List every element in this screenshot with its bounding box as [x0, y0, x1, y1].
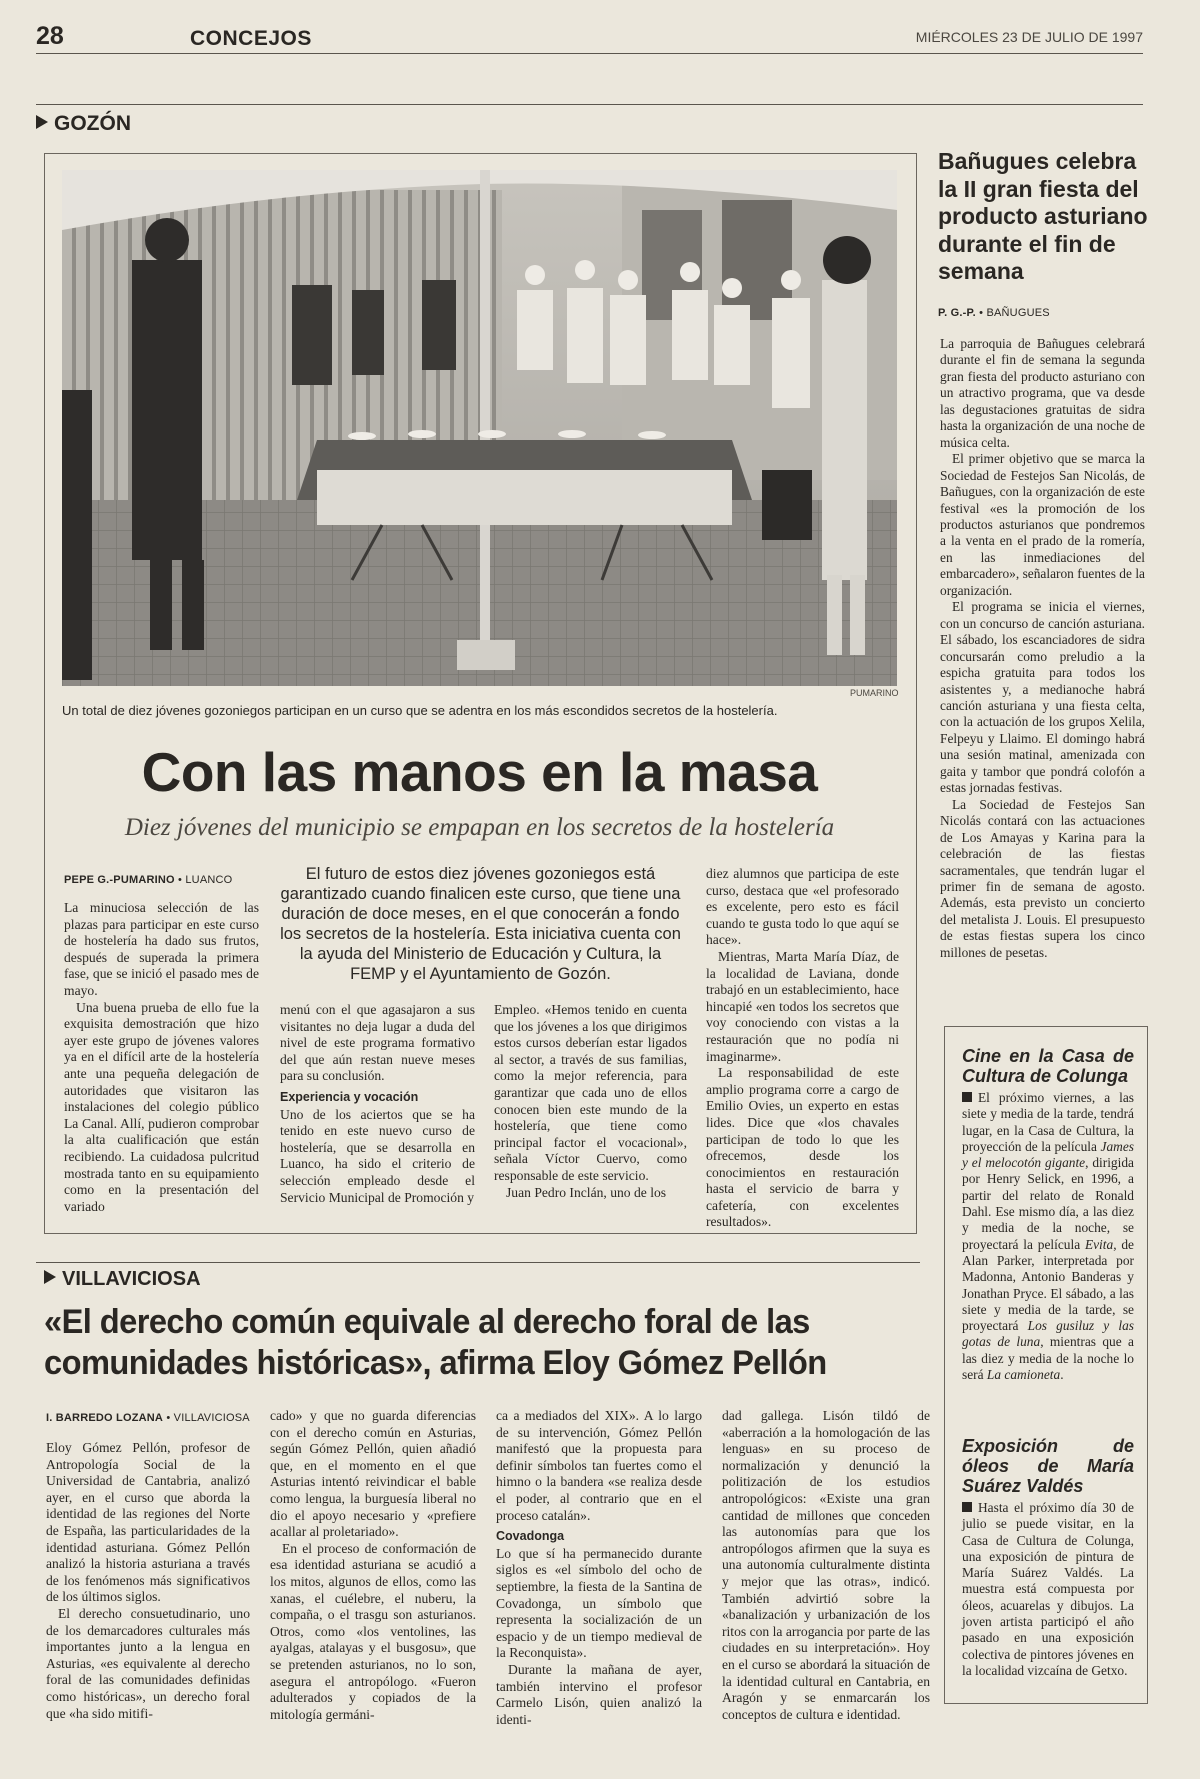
- villaviciosa-col3-p1: ca a mediados del XIX». A lo largo de su intervención, Gómez Pellón manifestó que la propuesta para definir símbolos tan fuertes como el himno o la bandera «se realiza desde el poder, al contrario que en el proceso catalán».: [496, 1408, 702, 1523]
- expo-title: Exposición de óleos de María Suárez Valdés: [962, 1436, 1134, 1496]
- issue-date: MIÉRCOLES 23 DE JULIO DE 1997: [915, 29, 1143, 45]
- villaviciosa-col3-subhead: Covadonga: [496, 1529, 565, 1544]
- villaviciosa-col-1: [46, 1440, 250, 1722]
- gozon-section-label: GOZÓN: [36, 112, 131, 136]
- villaviciosa-col3-p2: Lo que sí ha permanecido durante siglos es «el símbolo del ocho de septiembre, la fiesta de la Santina de Covadonga, un símbolo que representa la socialización de un espacio y de un tiempo medieval de la Reconquista».: [496, 1545, 702, 1661]
- banugues-p4: La Sociedad de Festejos San Nicolás contará con las actuaciones de Los Amayas y Karina para la celebración de las fiestas sacramentales, que tendrán lugar el primer fin de semana de agosto. Además, esta previsto un concierto del metalista J. Louis. El presupuesto de estas fiestas supera los cinco millones de pesetas.: [940, 796, 1145, 960]
- gozon-col-1: [64, 900, 259, 1215]
- villaviciosa-col-3: [496, 1408, 702, 1728]
- banugues-p1: La parroquia de Bañugues celebrará durante el fin de semana la segunda gran fiesta del producto asturiano con un atractivo programa, que va desde las degustaciones gratuitas de sidra hasta la organización de una noche de música celta.: [940, 336, 1145, 450]
- gozon-col2-p2: Uno de los aciertos que se ha tenido en este nuevo curso de hostelería, que se desarrolla en Luanco, ha sido el criterio de selección empleado desde el Servicio Municipal de Promoción y: [280, 1106, 475, 1205]
- gozon-col3-p2: Juan Pedro Inclán, uno de los: [506, 1184, 667, 1200]
- gozon-col1-p2: Una buena prueba de ello fue la exquisita demostración que hizo ayer este grupo de jóvenes valores ya en el difícil arte de la hostelería ante una pequeña delegación de autoridades que visitaron las instalaciones del colegio público La Canal. Allí, pudieron comprobar la alta cualificación que están recibiendo. La cuidadosa pulcritud mostrada tanto en su equipamiento como en la presentación del variado: [64, 999, 259, 1214]
- banugues-byline: P. G.-P. • BAÑUGUES: [938, 307, 1050, 319]
- gozon-deck: Diez jóvenes del municipio se empapan en los secretos de la hostelería: [124, 814, 835, 841]
- gozon-col4-p1: diez alumnos que participa de este curso, destaca que «el profesorado es excelente, pero esto es fácil cuando te gusta todo lo que aquí se hace».: [706, 866, 899, 948]
- square-bullet-icon: [962, 1502, 972, 1512]
- triangle-marker-icon: [44, 1270, 56, 1284]
- villaviciosa-col2-p2: En el proceso de conformación de esa identidad asturiana se acudió a los mitos, algunos de ellos, como las xanas, el cuélebre, el nuberu, la compaña, o el trasgu son asturianos. Otros, como «los ventolines, las ayalgas, atalayas y el busgosu», que se pretenden asturianos, no lo son, asegura el antropólogo. «Fueron adulterados y copiados de la mitología germáni-: [270, 1540, 476, 1722]
- gozon-col-2: [280, 1002, 475, 1206]
- banugues-byline-place: BAÑUGUES: [986, 307, 1050, 319]
- banugues-p3: El programa se inicia el viernes, con un concurso de canción asturiana. El sábado, los escanciadores de sidra concursarán como preludio a la espicha gratuita para todos los asistentes y, a medianoche habrá canción asturiana y una fiesta celta, con la actuación de los grupos Xelila, Felpeyu y Llaimo. El domingo habrá una sesión matinal, amenizada con gaita y tambor que pondrá colofón a estas jornadas festivas.: [940, 599, 1145, 796]
- gozon-rule: [36, 104, 1143, 105]
- page-number: 28: [36, 22, 64, 50]
- gozon-headline: Con las manos en la masa: [141, 741, 818, 803]
- banugues-headline: Bañugues celebra la II gran fiesta del producto asturiano durante el fin de semana: [938, 148, 1148, 284]
- gozon-byline-author: PEPE G.-PUMARINO: [64, 874, 175, 886]
- banugues-body: [940, 336, 1145, 961]
- gozon-col3-p1: Empleo. «Hemos tenido en cuenta que los jóvenes a los que dirigimos estos cursos deberían estar ligados al sector, a través de sus familias, como la mejor referencia, para garantizar que cada uno de ellos conocen bien este mundo de la hostelería, que tiene como principal factor el vocacional», señala Víctor Cuervo, como responsable de este servicio.: [494, 1002, 687, 1183]
- gozon-col-4: [706, 866, 899, 1231]
- expo-text: Hasta el próximo día 30 de julio se puede visitar, en la Casa de Cultura de Colunga, una exposición de pintura de María Suárez Valdés. La muestra está compuesta por óleos, acuarelas y dibujos. La joven artista participó el año pasado en una exposición colectiva de pintores jóvenes en la localidad vizcaína de Getxo.: [962, 1500, 1134, 1678]
- banugues-byline-author: P. G.-P.: [938, 307, 976, 319]
- photo-illustration: [62, 170, 897, 686]
- villaviciosa-col2-p1: cado» y que no guarda diferencias con el derecho común en Asturias, según Gómez Pellón, quien añadió que, en el momento en el que Asturias intentó reivindicar el bable como lengua, la burguesía liberal no dio el apoyo necesario y «prefiere acallar al proletariado».: [270, 1408, 476, 1540]
- gozon-col4-p2: Mientras, Marta María Díaz, de la localidad de Laviana, donde trabajó en un establecimiento, hace hincapié «en todos los secretos que voy conociendo con vistas a la restauración que no podía ni imaginarme».: [706, 948, 899, 1064]
- villaviciosa-section-label: VILLAVICIOSA: [44, 1268, 201, 1291]
- villaviciosa-col4-p1: dad gallega. Lisón tildó de «aberración a la homologación de las lenguas» en su proceso de normalización y denunció la politización de los estudios antropológicos: «Existe una gran cantidad de millones que conceden las autonomías para que los antropólogos afirmen que la suya es una autonomía culturalmente distinta y mejor que las otras», indicó. También advirtió sobre la «banalización y urbanización de los ritos con la arrogancia por parte de las ciudades en su interpretación». Hoy en el curso se abordará la situación de la identidad cultural en Cantabria, en Aragón y se enmarcarán los conceptos de cultura e identidad.: [722, 1408, 930, 1722]
- villaviciosa-byline: I. BARREDO LOZANA • VILLAVICIOSA: [46, 1412, 250, 1424]
- triangle-marker-icon: [36, 115, 48, 129]
- villaviciosa-col1-p2: El derecho consuetudinario, uno de los demarcadores culturales más importantes junto a la lengua en Asturias, «es equivalente al derecho foral de las comunidades definidas como históricas», un derecho foral que «ha sido mitifi-: [46, 1605, 250, 1721]
- gozon-lead: El futuro de estos diez jóvenes gozoniegos está garantizado cuando finalicen este curso, que tiene una duración de doce meses, en el que conocerán a fondo los secretos de la hostelería. Esta iniciativa cuenta con la ayuda del Ministerio de Educación y Cultura, la FEMP y el Ayuntamiento de Gozón.: [280, 865, 681, 983]
- gozon-col2-subhead: Experiencia y vocación: [280, 1089, 419, 1104]
- villaviciosa-headline: «El derecho común equivale al derecho foral de las comunidades históricas», afirma Eloy Gómez Pellón: [44, 1303, 827, 1382]
- expo-block: [962, 1436, 1134, 1679]
- villaviciosa-col1-p1: Eloy Gómez Pellón, profesor de Antropología Social de la Universidad de Cantabria, analizó ayer, en el curso que aborda la identidad de las regiones del Norte de España, las particularidades de la identidad asturiana. Gómez Pellón analizó la historia asturiana a través de los fenómenos más significativos de los últimos siglos.: [46, 1440, 250, 1605]
- cine-text: El próximo viernes, a las siete y media de la tarde, tendrá lugar, en la Casa de Cultura, la proyección de la película James y el melocotón gigante, dirigida por Henry Selick, en 1996, a partir del relato de Ronald Dahl. Ese mismo día, a las diez y media de la noche, se proyectará la película Evita, de Alan Parker, interpretada por Madonna, Antonio Banderas y Jonathan Pryce. El sábado, a las siete y media de la tarde, se proyectará Los gusiluz y las gotas de luna, mientras que a las diez y media de la noche lo será La camioneta.: [962, 1090, 1134, 1383]
- gozon-col4-p3: La responsabilidad de este amplio programa corre a cargo de Emilio Ovies, un experto en estas lides. Dice que «los chavales participan de todo lo que les ofrecemos, desde los conocimientos en restauración hasta el servicio de barra y cafetería, con excelentes resultados».: [706, 1065, 899, 1230]
- hospitality-course-photo: [62, 170, 897, 686]
- photo-caption: Un total de diez jóvenes gozoniegos participan en un curso que se adentra en los más escondidos secretos de la hostelería.: [62, 703, 778, 718]
- villaviciosa-col-4: [722, 1408, 930, 1723]
- header-rule: [36, 53, 1143, 54]
- photo-credit: PUMARINO: [850, 688, 899, 698]
- villaviciosa-byline-place: VILLAVICIOSA: [173, 1412, 250, 1424]
- gozon-byline-place: LUANCO: [185, 874, 233, 886]
- cine-block: [962, 1046, 1134, 1383]
- banugues-p2: El primer objetivo que se marca la Sociedad de Festejos San Nicolás, de Bañugues, con la organización de este festival «es la promoción de los productos asturianos que pondremos a la venta en el prado de la romería, en las inmediaciones del embarcadero», señalaron fuentes de la organización.: [940, 451, 1145, 598]
- section-name: CONCEJOS: [190, 27, 312, 50]
- gozon-col2-p1: menú con el que agasajaron a sus visitantes no deja lugar a duda del nivel de este programa formativo del que aún restan nueve meses para su conclusión.: [280, 1002, 475, 1084]
- villaviciosa-byline-author: I. BARREDO LOZANA: [46, 1412, 164, 1424]
- villaviciosa-col3-p3: Durante la mañana de ayer, también intervino el profesor Carmelo Lisón, quien analizó la identi-: [496, 1661, 702, 1727]
- square-bullet-icon: [962, 1092, 972, 1102]
- gozon-byline: PEPE G.-PUMARINO • LUANCO: [64, 874, 233, 886]
- villaviciosa-col-2: [270, 1408, 476, 1723]
- gozon-col1-p1: La minuciosa selección de las plazas para participar en este curso de hostelería ha dado sus frutos, después de superada la primera fase, que se inició el pasado mes de mayo.: [64, 900, 259, 998]
- villaviciosa-rule: [36, 1262, 920, 1263]
- cine-title: Cine en la Casa de Cultura de Colunga: [962, 1046, 1134, 1086]
- gozon-col-3: [494, 1002, 687, 1201]
